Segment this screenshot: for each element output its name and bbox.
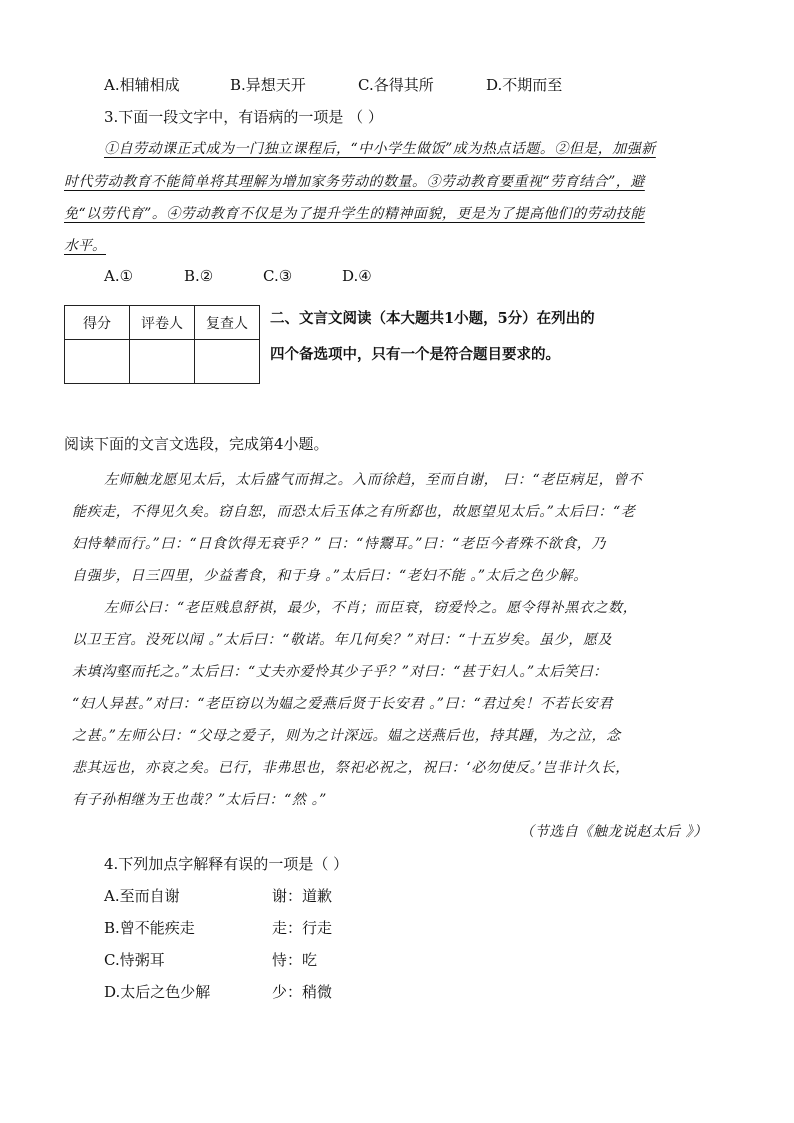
q2-option-b: B.异想天开 (230, 76, 306, 94)
passage-line-11: 有子孙相继为王也哉？”太后曰：“然 。” (72, 792, 327, 808)
q3-passage-line-4: 水平。 (64, 238, 106, 254)
q2-option-a: A.相辅相成 (104, 76, 180, 94)
q4-gloss-b: 走：行走 (272, 919, 333, 937)
score-cell-reviewer[interactable] (195, 340, 260, 384)
score-table (64, 305, 260, 384)
q4-stem: 4.下列加点字解释有误的一项是（ ） (104, 855, 349, 873)
passage-line-9: 之甚。”左师公曰：“父母之爱子，则为之计深远。媪之送燕后也，持其踵，为之泣，念 (72, 728, 621, 744)
passage-source: （节选自《触龙说赵太后 》） (520, 824, 708, 840)
q4-gloss-c: 恃：吃 (272, 951, 318, 969)
passage-line-1: 左师触龙愿见太后，太后盛气而揖之。入而徐趋，至而自谢， 曰：“老臣病足，曾不 (104, 472, 643, 488)
score-cell-grader[interactable] (130, 340, 195, 384)
q3-stem: 3.下面一段文字中，有语病的一项是 （ ） (104, 108, 383, 126)
q4-option-b: B.曾不能疾走 (104, 919, 195, 937)
q2-option-c: C.各得其所 (358, 76, 434, 94)
q4-gloss-d: 少：稍微 (272, 983, 333, 1001)
q3-option-b: B.② (184, 267, 214, 285)
q4-gloss-a: 谢：道歉 (272, 887, 333, 905)
score-cell-score[interactable] (65, 340, 130, 384)
section-2-title-line-1: 二、文言文阅读（本大题共1小题，5分）在列出的 (270, 310, 595, 327)
q3-passage-line-2: 时代劳动教育不能简单将其理解为增加家务劳动的数量。③劳动教育要重视“劳育结合”，避 (64, 174, 645, 190)
passage-line-8: “妇人异甚。”对曰：“老臣窃以为媪之爱燕后贤于长安君 。”曰：“君过矣！不若长安君 (72, 696, 613, 712)
score-header-grader: 评卷人 (130, 306, 195, 340)
section-2-title-line-2: 四个备选项中，只有一个是符合题目要求的。 (270, 346, 560, 363)
q3-option-d: D.④ (342, 267, 372, 285)
q3-option-a: A.① (104, 267, 134, 285)
passage-line-3: 妇恃辇而行。”曰：“日食饮得无衰乎？” 曰：“恃鬻耳。”曰：“老臣今者殊不欲食，乃 (72, 536, 606, 552)
passage-line-10: 悲其远也，亦哀之矣。已行，非弗思也，祭祀必祝之，祝曰：‘必勿使反。’岂非计久长， (72, 760, 630, 776)
q4-option-c: C.恃粥耳 (104, 951, 165, 969)
q4-option-d: D.太后之色少解 (104, 983, 211, 1001)
q4-option-a: A.至而自谢 (104, 887, 180, 905)
q2-option-d: D.不期而至 (486, 76, 563, 94)
passage-line-2: 能疾走，不得见久矣。窃自恕，而恐太后玉体之有所郄也，故愿望见太后。”太后曰：“老 (72, 504, 636, 520)
q3-passage-line-3: 免“以劳代育”。④劳动教育不仅是为了提升学生的精神面貌，更是为了提高他们的劳动技能 (64, 206, 645, 222)
q3-option-c: C.③ (263, 267, 293, 285)
passage-line-4: 自强步，日三四里，少益耆食，和于身 。”太后曰：“老妇不能 。”太后之色少解。 (72, 568, 588, 584)
passage-line-5: 左师公曰：“老臣贱息舒祺，最少，不肖；而臣衰，窃爱怜之。愿令得补黑衣之数， (104, 600, 638, 616)
passage-line-7: 未填沟壑而托之。”太后曰：“丈夫亦爱怜其少子乎？”对曰：“甚于妇人。”太后笑曰： (72, 664, 608, 680)
score-header-reviewer: 复查人 (195, 306, 260, 340)
score-header-score: 得分 (65, 306, 130, 340)
q3-passage-line-1: ①自劳动课正式成为一门独立课程后，“中小学生做饭”成为热点话题。②但是，加强新 (104, 141, 656, 157)
reading-intro: 阅读下面的文言文选段，完成第4小题。 (64, 435, 329, 453)
passage-line-6: 以卫王宫。没死以闻 。”太后曰：“敬诺。年几何矣？”对曰：“十五岁矣。虽少，愿及 (72, 632, 613, 648)
